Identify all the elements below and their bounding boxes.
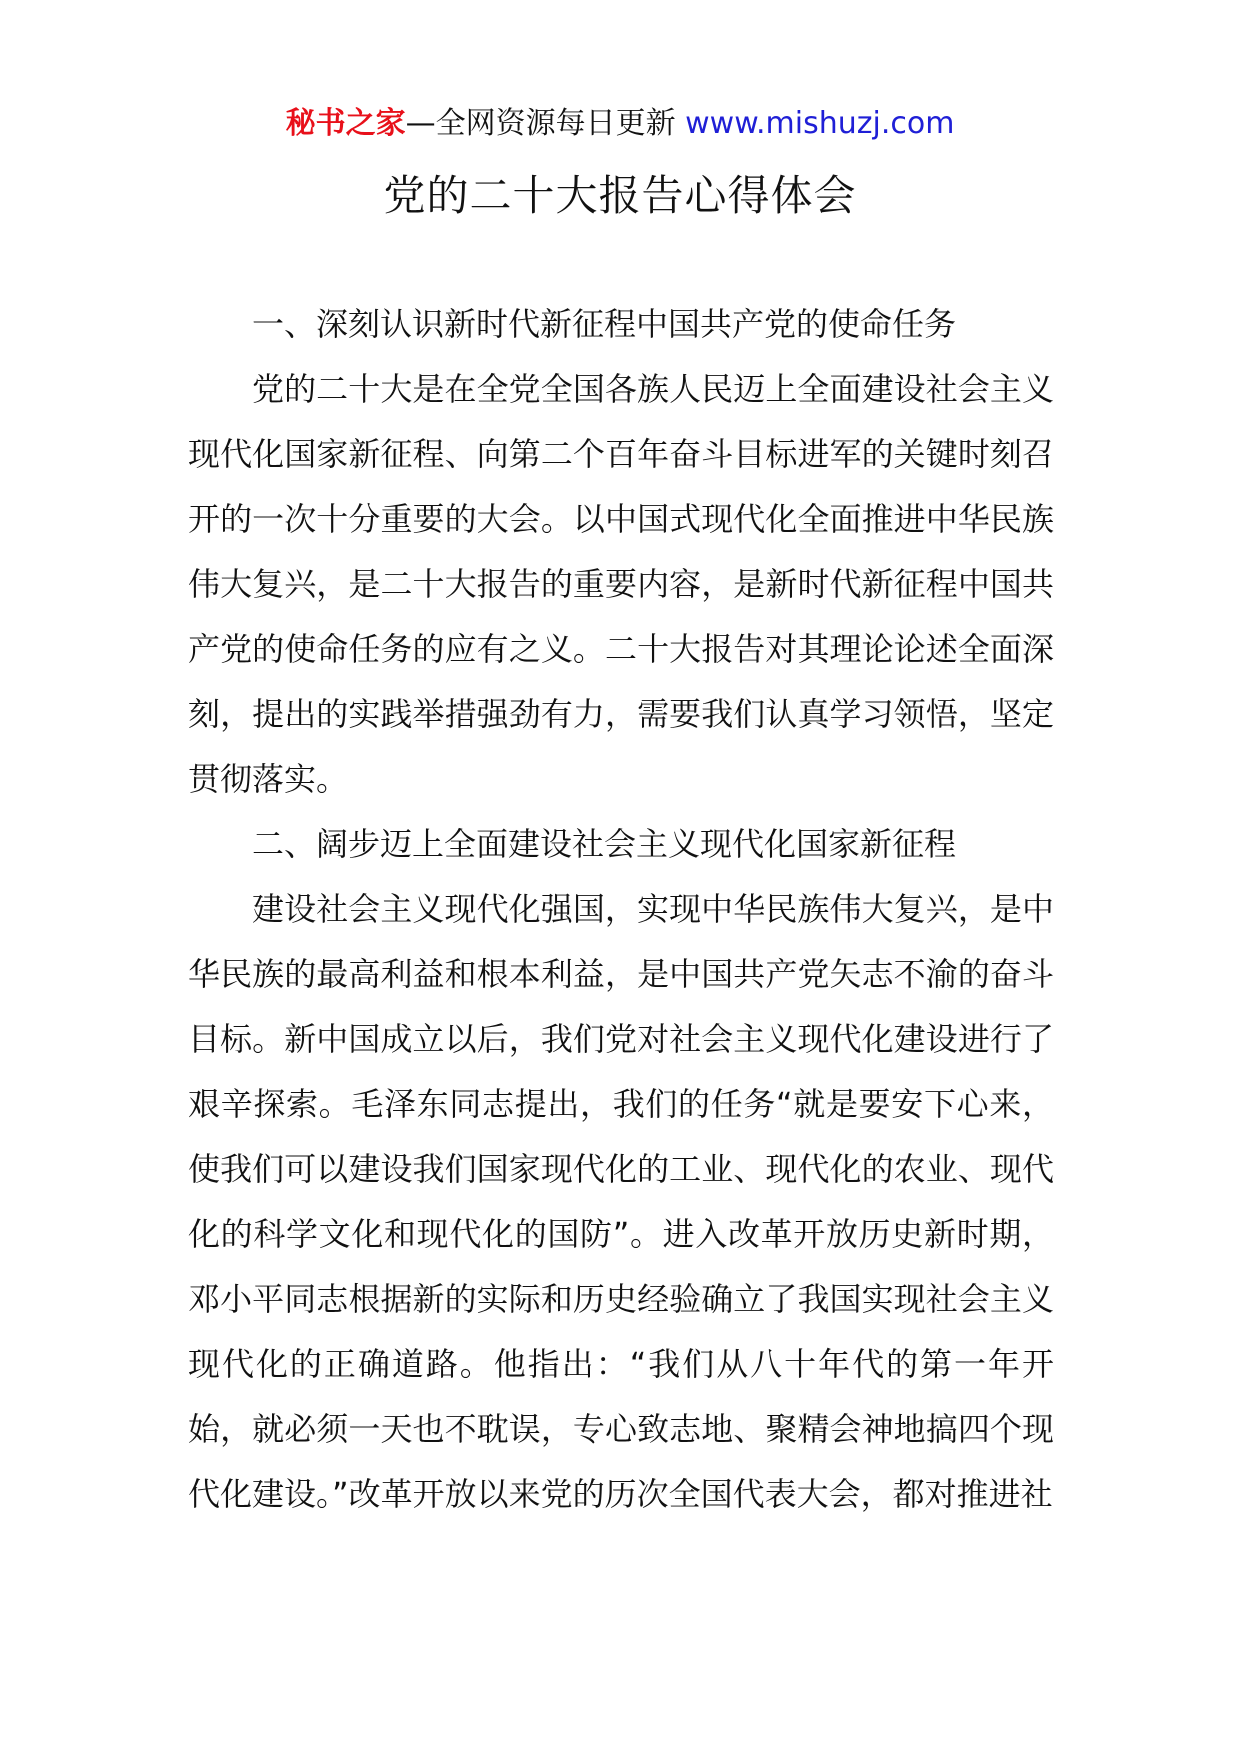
section-paragraph-2: 建设社会主义现代化强国，实现中华民族伟大复兴，是中华民族的最高利益和根本利益，是中国共产党矢志不渝的奋斗目标。新中国成立以后，我们党对社会主义现代化建设进行了艰辛探索。毛泽东同志提出，我们的任务“就是要安下心来，使我们可以建设我们国家现代化的工业、现代化的农业、现代化的科学文化和现代化的国防”。进入改革开放历史新时期，邓小平同志根据新的实际和历史经验确立了我国实现社会主义现代化的正确道路。他指出：“我们从八十年代的第一年开始，就必须一天也不耽误，专心致志地、聚精会神地搞四个现代化建设。”改革开放以来党的历次全国代表大会，都对推进社 bbox=[188, 890, 1054, 1513]
section-heading-1: 一、深刻认识新时代新征程中国共产党的使命任务 bbox=[252, 305, 957, 343]
site-url-link[interactable]: www.mishuzj.com bbox=[685, 106, 955, 141]
section-heading-2: 二、阔步迈上全面建设社会主义现代化国家新征程 bbox=[252, 825, 957, 863]
site-header bbox=[0, 104, 1240, 144]
document-body bbox=[188, 292, 1054, 1527]
site-brand: 秘书之家 bbox=[285, 106, 406, 141]
document-title: 党的二十大报告心得体会 bbox=[383, 171, 857, 220]
site-tagline: —全网资源每日更新 bbox=[405, 106, 676, 141]
section-paragraph-1: 党的二十大是在全党全国各族人民迈上全面建设社会主义现代化国家新征程、向第二个百年奋斗目标进军的关键时刻召开的一次十分重要的大会。以中国式现代化全面推进中华民族伟大复兴，是二十大报告的重要内容，是新时代新征程中国共产党的使命任务的应有之义。二十大报告对其理论论述全面深刻，提出的实践举措强劲有力，需要我们认真学习领悟，坚定贯彻落实。 bbox=[188, 370, 1054, 798]
